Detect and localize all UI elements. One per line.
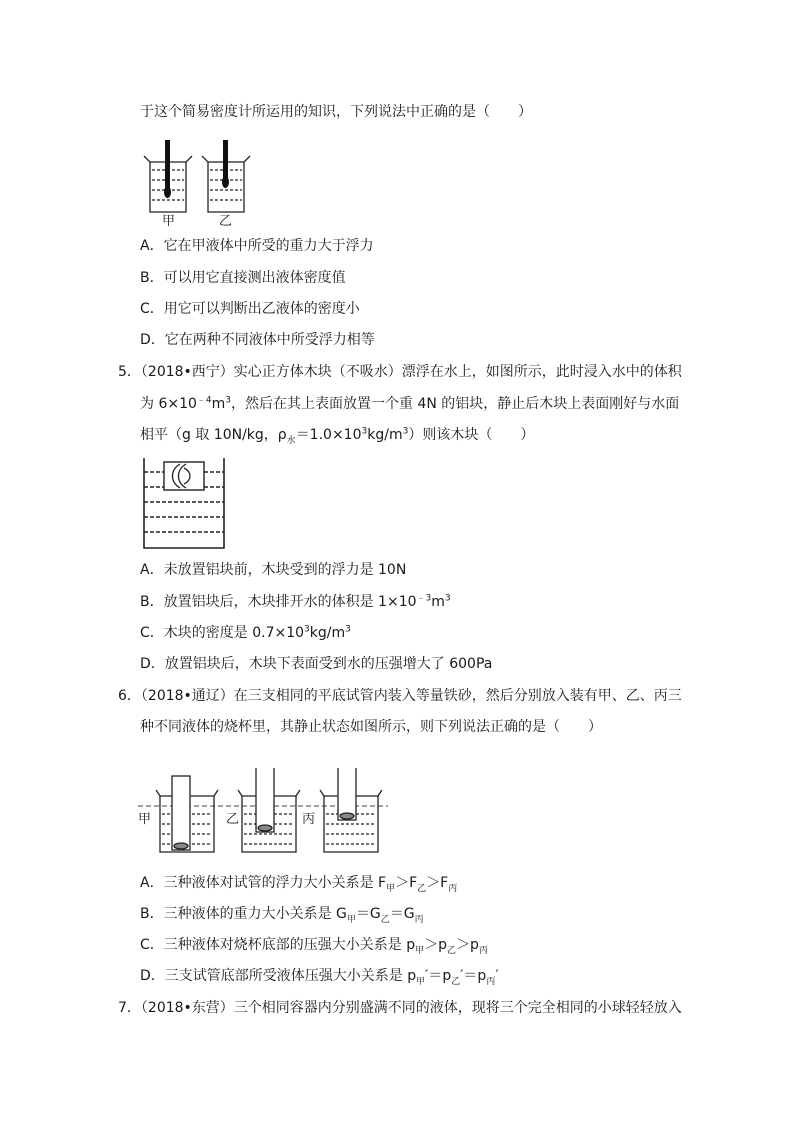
q6-fig-label-jia: 甲 [138, 812, 152, 827]
wood-block [164, 462, 204, 490]
q5-stem-line2: 为 $6\times 10^{﹣4}m^3$，然后在其上表面放置一个重 4N 的铝块，静止后木块上表面刚好与水面 [140, 395, 680, 412]
q4-fig-label-yi: 乙 [219, 214, 233, 229]
q4-option-c: C．用它可以判断出乙液体的密度小 [140, 301, 360, 317]
q5-option-b: B．放置铝块后，木块排开水的体积是 $1\times 10^{﹣3}m^3$ [140, 593, 451, 610]
beaker-jia [156, 776, 218, 852]
q6-option-d: D．三支试管底部所受液体压强大小关系是 $p_甲'=p_乙'=p_丙'$ [140, 968, 499, 987]
q5-stem-line3: 相平（g 取 10N/kg，$\rho_水=1.0\times 10^3kg/m^3$）则该木块（ ） [140, 426, 535, 446]
q4-stem-tail: 于这个简易密度计所运用的知识，下列说法中正确的是（ ） [140, 104, 532, 120]
q5-option-d: D．放置铝块后，木块下表面受到水的压强增大了 600Pa [140, 656, 493, 672]
q5-option-a: A．未放置铝块前，木块受到的浮力是 10N [140, 562, 407, 578]
q6-fig-label-bing: 丙 [302, 812, 316, 827]
q4-figure-hydrometers [140, 140, 270, 220]
tube-yi [256, 768, 274, 832]
q4-option-d: D．它在两种不同液体中所受浮力相等 [140, 332, 375, 348]
beaker-yi [238, 768, 300, 852]
hydrometer-jia [165, 140, 170, 188]
hydrometer-yi [223, 140, 228, 178]
q6-option-a: A．三种液体对试管的浮力大小关系是 $F_甲>F_乙>F_丙$ [140, 875, 458, 894]
q4-fig-label-jia: 甲 [162, 214, 176, 229]
q4-option-a: A．它在甲液体中所受的重力大于浮力 [140, 238, 374, 254]
tube-jia [172, 776, 190, 850]
q6-option-c: C．三种液体对烧杯底部的压强大小关系是 $p_甲>p_乙>p_丙$ [140, 937, 488, 956]
q6-stem-line2: 种不同液体的烧杯里，其静止状态如图所示，则下列说法正确的是（ ） [140, 719, 602, 735]
q5-figure-wood-block [140, 456, 230, 552]
q6-fig-label-yi: 乙 [226, 812, 240, 827]
q6-stem-line1: 6．（2018•通辽）在三支相同的平底试管内装入等量铁砂，然后分别放入装有甲、乙、丙三 [118, 688, 682, 704]
q6-figure-test-tubes [138, 768, 388, 858]
q5-option-c: C．木块的密度是 $0.7\times 10^3kg/m^3$ [140, 624, 351, 641]
beaker-bing [320, 768, 382, 852]
q7-stem-line1: 7．（2018•东营）三个相同容器内分别盛满不同的液体，现将三个完全相同的小球轻轻放入 [118, 1000, 682, 1016]
q4-option-b: B．可以用它直接测出液体密度值 [140, 270, 346, 286]
q5-stem-line1: 5．（2018•西宁）实心正方体木块（不吸水）漂浮在水上，如图所示，此时浸入水中的体积 [118, 364, 682, 380]
q6-option-b: B．三种液体的重力大小关系是 $G_甲=G_乙=G_丙$ [140, 906, 424, 925]
tube-bing [338, 768, 356, 820]
